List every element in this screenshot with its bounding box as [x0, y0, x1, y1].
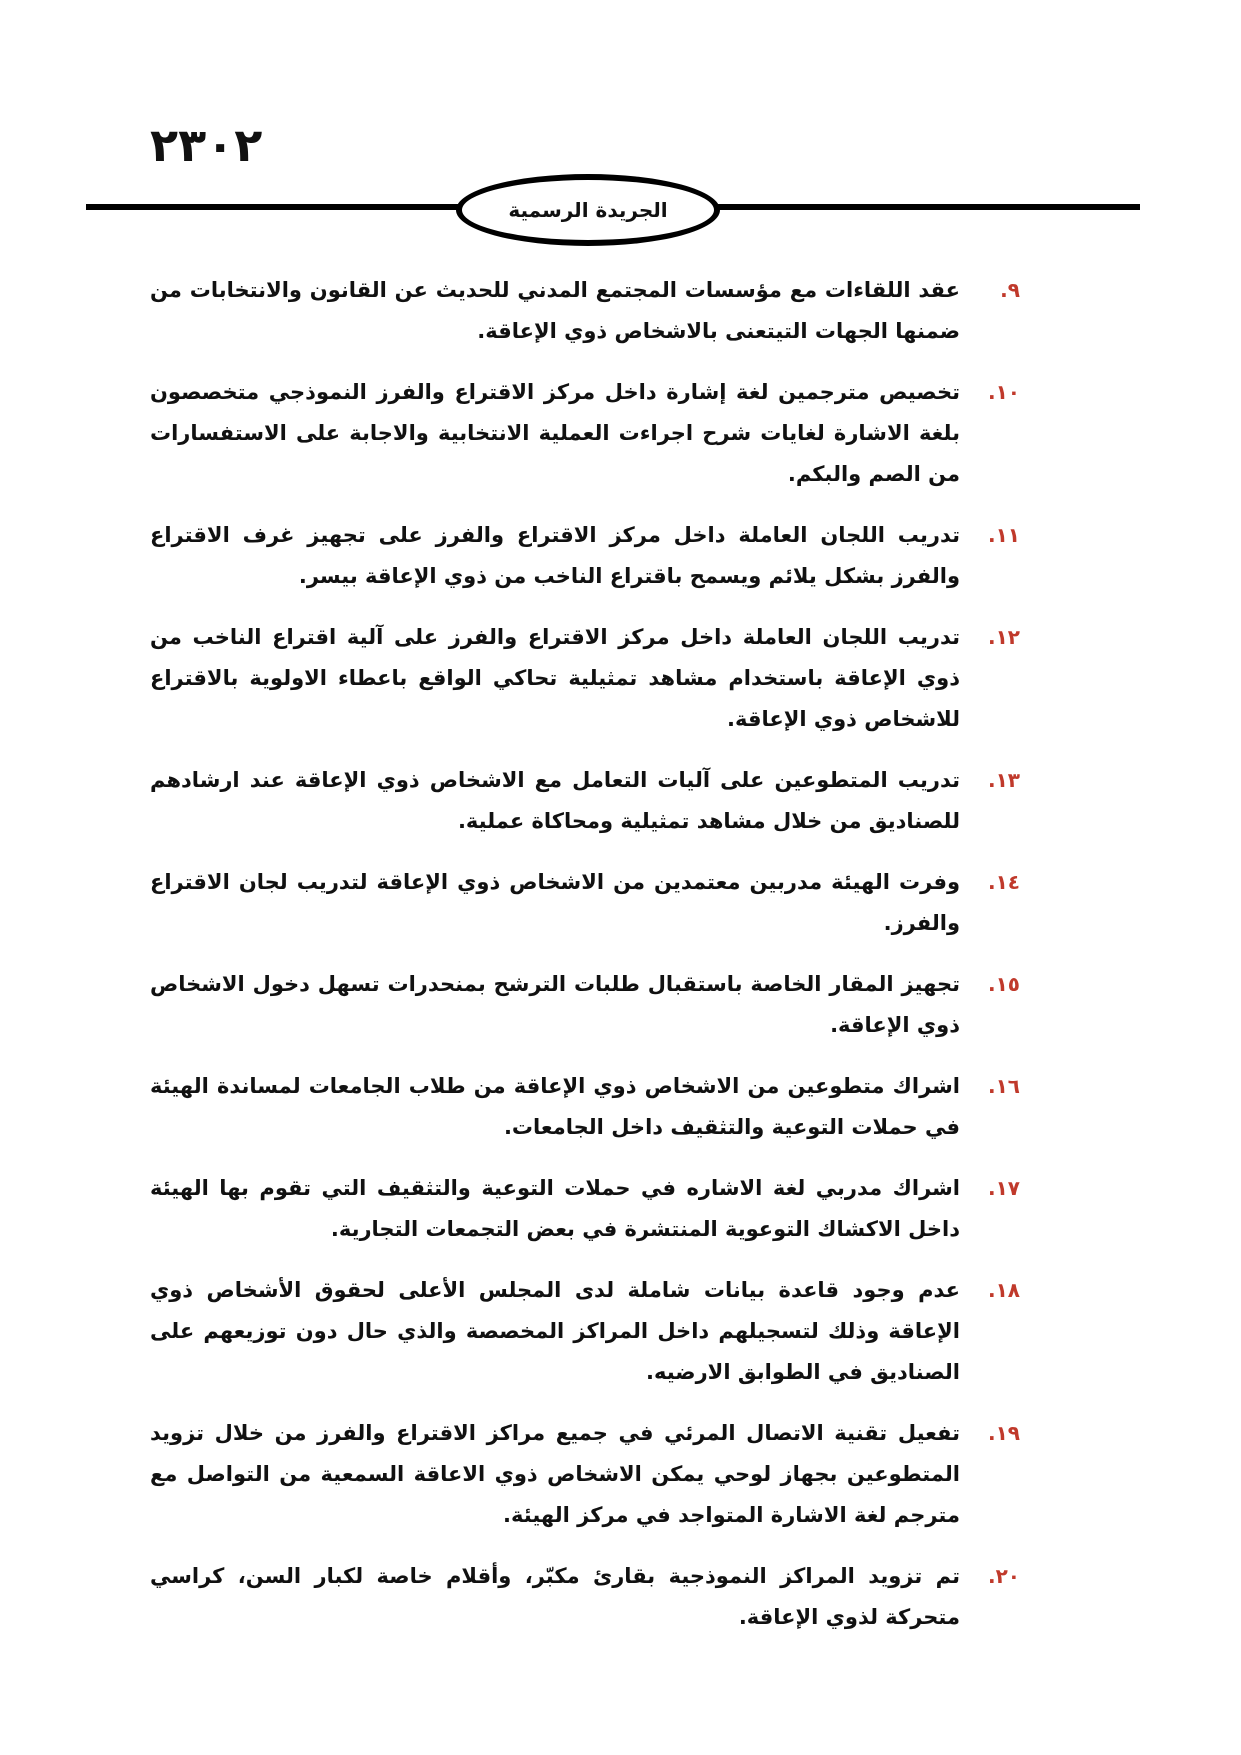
item-number: ١٤. — [987, 870, 1020, 894]
list-item — [150, 964, 1020, 1046]
item-number: ١٨. — [987, 1278, 1020, 1302]
item-text: عقد اللقاءات مع مؤسسات المجتمع المدني للحديث عن القانون والانتخابات من ضمنها الجهات التيتعنى بالاشخاص ذوي الإعاقة. — [150, 278, 960, 343]
item-text: تخصيص مترجمين لغة إشارة داخل مركز الاقتراع والفرز النموذجي متخصصون بلغة الاشارة لغايات شرح اجراءت العملية الانتخابية والاجابة على الاستفسارات من الصم والبكم. — [150, 380, 960, 486]
list-item — [150, 372, 1020, 495]
item-text: تجهيز المقار الخاصة باستقبال طلبات الترشح بمنحدرات تسهل دخول الاشخاص ذوي الإعاقة. — [150, 972, 960, 1037]
item-text: تدريب اللجان العاملة داخل مركز الاقتراع والفرز على آلية اقتراع الناخب من ذوي الإعاقة باستخدام مشاهد تمثيلية تحاكي الواقع باعطاء الاولوية بالاقتراع للاشخاص ذوي الإعاقة. — [150, 625, 960, 731]
item-text: تم تزويد المراكز النموذجية بقارئ مكبّر، وأقلام خاصة لكبار السن، كراسي متحركة لذوي الإعاقة. — [150, 1564, 960, 1629]
numbered-list — [150, 270, 1020, 1658]
list-item — [150, 515, 1020, 597]
list-item — [150, 617, 1020, 740]
item-number: ١٢. — [987, 625, 1020, 649]
item-number: ١٧. — [987, 1176, 1020, 1200]
page-number: ٢٣٠٢ — [150, 118, 263, 172]
list-item — [150, 1168, 1020, 1250]
item-text: عدم وجود قاعدة بيانات شاملة لدى المجلس الأعلى لحقوق الأشخاص ذوي الإعاقة وذلك لتسجيلهم داخل المراكز المخصصة والذي حال دون توزيعهم على الصناديق في الطوابق الارضيه. — [150, 1278, 960, 1384]
item-number: ١٣. — [987, 768, 1020, 792]
item-number: ٢٠. — [987, 1564, 1020, 1588]
item-text: اشراك مدربي لغة الاشاره في حملات التوعية والتثقيف التي تقوم بها الهيئة داخل الاكشاك التوعوية المنتشرة في بعض التجمعات التجارية. — [150, 1176, 960, 1241]
item-number: ١٥. — [987, 972, 1020, 996]
item-text: اشراك متطوعين من الاشخاص ذوي الإعاقة من طلاب الجامعات لمساندة الهيئة في حملات التوعية والتثقيف داخل الجامعات. — [150, 1074, 960, 1139]
item-number: ١١. — [987, 523, 1020, 547]
masthead-oval — [456, 174, 720, 246]
list-item — [150, 1270, 1020, 1393]
header-rule-right — [710, 204, 1140, 210]
item-text: تفعيل تقنية الاتصال المرئي في جميع مراكز الاقتراع والفرز من خلال تزويد المتطوعين بجهاز لوحي يمكن الاشخاص ذوي الاعاقة السمعية من التواصل مع مترجم لغة الاشارة المتواجد في مركز الهيئة. — [150, 1421, 960, 1527]
header-rule-left — [86, 204, 466, 210]
item-text: تدريب المتطوعين على آليات التعامل مع الاشخاص ذوي الإعاقة عند ارشادهم للصناديق من خلال مشاهد تمثيلية ومحاكاة عملية. — [150, 768, 960, 833]
list-item — [150, 1556, 1020, 1638]
item-text: تدريب اللجان العاملة داخل مركز الاقتراع والفرز على تجهيز غرف الاقتراع والفرز بشكل يلائم ويسمح باقتراع الناخب من ذوي الإعاقة بيسر. — [150, 523, 960, 588]
item-number: ٩. — [1000, 278, 1020, 302]
list-item — [150, 1413, 1020, 1536]
item-number: ١٠. — [987, 380, 1020, 404]
list-item — [150, 760, 1020, 842]
item-number: ١٦. — [987, 1074, 1020, 1098]
item-text: وفرت الهيئة مدربين معتمدين من الاشخاص ذوي الإعاقة لتدريب لجان الاقتراع والفرز. — [150, 870, 960, 935]
list-item — [150, 1066, 1020, 1148]
list-item — [150, 270, 1020, 352]
masthead-title: الجريدة الرسمية — [508, 198, 668, 222]
list-item — [150, 862, 1020, 944]
item-number: ١٩. — [987, 1421, 1020, 1445]
